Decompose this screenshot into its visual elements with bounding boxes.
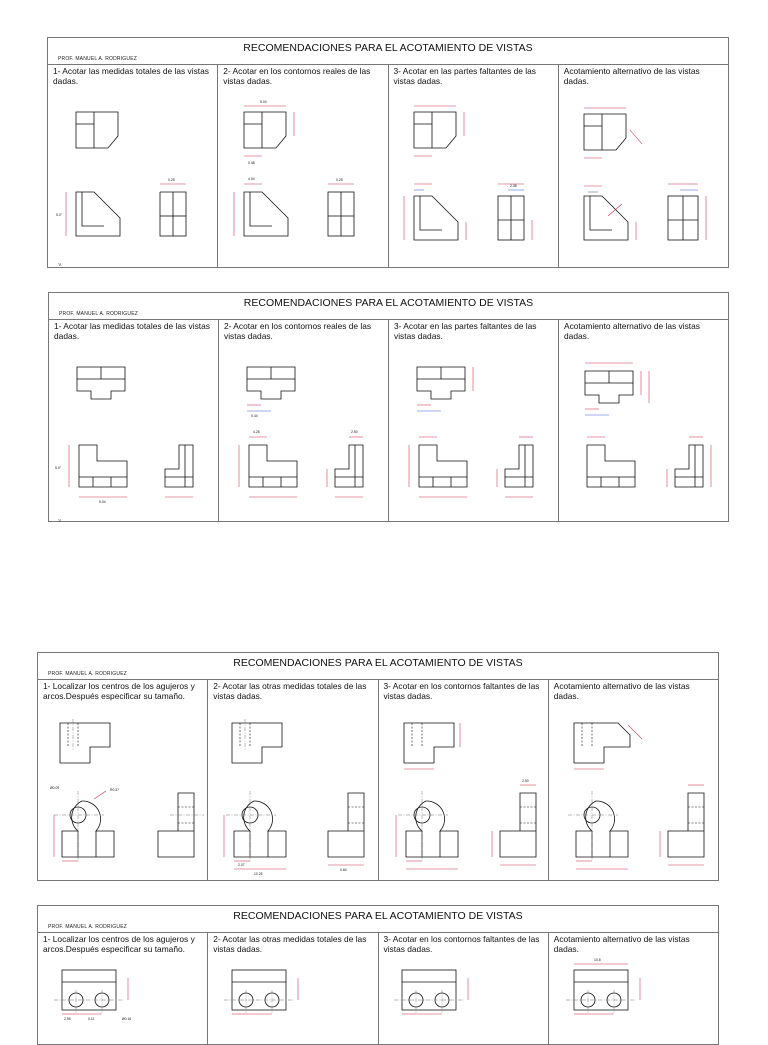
dimensioning-sheet-4 [37,905,719,1045]
top-view-drawing [60,719,110,763]
step-instruction: Acotamiento alternativo de las vistas dadas. [553,934,690,954]
dimensioning-sheet-2 [48,292,729,522]
dimensioning-sheet-3 [37,652,719,881]
dimension-label: 5.04 [99,500,106,504]
page-mark: ˅ [58,263,62,269]
top-view-drawing [232,719,282,763]
dimension-label: 2.50 [351,430,358,434]
sheet-title: RECOMENDACIONES PARA EL ACOTAMIENTO DE VISTAS [233,910,523,922]
top-view-drawing [404,723,460,769]
dimension-label: 10.25 [254,872,263,876]
professor-name: PROF. MANUEL A. RODRIGUEZ [58,56,137,62]
professor-name: PROF. MANUEL A. RODRIGUEZ [59,311,138,317]
dimension-label: 2.95 [64,1017,71,1021]
side-view-drawing [492,779,536,865]
professor-name: PROF. MANUEL A. RODRIGUEZ [48,671,127,677]
front-view-drawing [396,791,458,869]
step-instruction: 3- Acotar en los contornos faltantes de las vistas dadas. [383,681,540,701]
side-view-drawing [498,184,532,240]
side-view-drawing [668,184,706,240]
dimension-label: R0.37 [110,788,120,792]
step-instruction: 3- Acotar en las partes faltantes de las vistas dadas. [393,66,536,86]
front-view-drawing [224,791,286,876]
dimension-label: 0.48 [248,161,255,165]
sheet-header [48,38,728,65]
front-view-drawing [56,192,120,236]
front-view-drawing [584,186,636,240]
technical-drawings [48,66,728,266]
step-instruction: 3- Acotar en los contornos faltantes de las vistas dadas. [383,934,540,954]
dimension-label: 0.25 [168,178,175,182]
top-view-drawing [76,112,118,148]
step-instruction: Acotamiento alternativo de las vistas dadas. [563,66,700,86]
front-view-drawing [50,786,119,861]
dimension-label: 2.50 [522,779,529,783]
dimension-label: 5.04 [260,100,267,104]
side-view-drawing [497,437,533,497]
technical-drawings [49,321,729,521]
page-mark: ˅ [58,519,62,525]
sheet-title: RECOMENDACIONES PARA EL ACOTAMIENTO DE VISTAS [233,657,523,669]
sheet-header [49,293,728,320]
dimension-label: 0.44 [251,414,258,418]
front-view-drawing [55,445,127,504]
step-instruction: 2- Acotar en los contornos reales de las vistas dadas. [224,321,372,341]
front-view-drawing [394,970,468,1014]
step-instruction: 1- Localizar los centros de los agujeros y arcos.Después especificar su tamaño. [43,681,195,701]
step-instruction: 1- Acotar las medidas totales de las vistas dadas. [54,321,210,341]
dimension-label: 2.07 [238,863,245,867]
dimension-label: 5.0" [56,213,62,217]
dimension-label: Ø0.16 [122,1017,132,1021]
technical-drawings [38,934,718,1034]
top-view-drawing [417,367,473,411]
front-view-drawing [409,437,467,497]
front-view-drawing [568,791,628,869]
professor-name: PROF. MANUEL A. RODRIGUEZ [48,924,127,930]
side-view-drawing [158,793,204,857]
dimension-label: Ø0.09 [50,786,60,790]
dimension-label: 10.8 [594,958,601,962]
side-view-drawing [160,178,186,236]
dimension-label: 4.04 [248,177,255,181]
side-view-drawing [165,445,193,497]
step-instruction: 2- Acotar las otras medidas totales de las vistas dadas. [213,681,367,701]
dimensioning-sheet-1 [47,37,729,268]
dimension-label: 4.28 [253,430,260,434]
front-view-drawing [54,970,131,1021]
dimension-label: 5.0" [55,466,61,470]
top-view-drawing [244,100,294,165]
top-view-drawing [584,108,642,158]
technical-drawings [38,681,718,881]
front-view-drawing [224,970,298,1014]
dimension-label: 2.38 [510,184,517,188]
top-view-drawing [414,106,464,156]
sheet-header [38,653,718,680]
front-view-drawing [239,430,297,497]
front-view-drawing [587,437,635,487]
step-instruction: 2- Acotar en los contornos reales de las vistas dadas. [223,66,371,86]
step-instruction: 1- Acotar las medidas totales de las vistas dadas. [53,66,209,86]
side-view-drawing [327,430,363,497]
side-view-drawing [667,437,711,487]
sheet-header [38,906,718,933]
side-view-drawing [328,793,364,872]
side-view-drawing [660,785,704,865]
front-view-drawing [404,184,466,240]
top-view-drawing [574,723,642,769]
dimension-label: 0.84 [340,868,347,872]
front-view-drawing [566,958,640,1014]
dimension-label: 0.11 [88,1017,95,1021]
step-instruction: 3- Acotar en las partes faltantes de las vistas dadas. [394,321,537,341]
side-view-drawing [328,178,354,236]
top-view-drawing [585,363,649,415]
step-instruction: Acotamiento alternativo de las vistas dadas. [553,681,690,701]
dimension-label: 0.25 [336,178,343,182]
step-instruction: 1- Localizar los centros de los agujeros y arcos.Después especificar su tamaño. [43,934,195,954]
step-instruction: 2- Acotar las otras medidas totales de las vistas dadas. [213,934,367,954]
top-view-drawing [247,367,295,418]
top-view-drawing [77,367,125,399]
step-instruction: Acotamiento alternativo de las vistas dadas. [564,321,700,341]
front-view-drawing [234,177,288,236]
sheet-title: RECOMENDACIONES PARA EL ACOTAMIENTO DE VISTAS [243,42,533,54]
sheet-title: RECOMENDACIONES PARA EL ACOTAMIENTO DE VISTAS [243,297,534,309]
